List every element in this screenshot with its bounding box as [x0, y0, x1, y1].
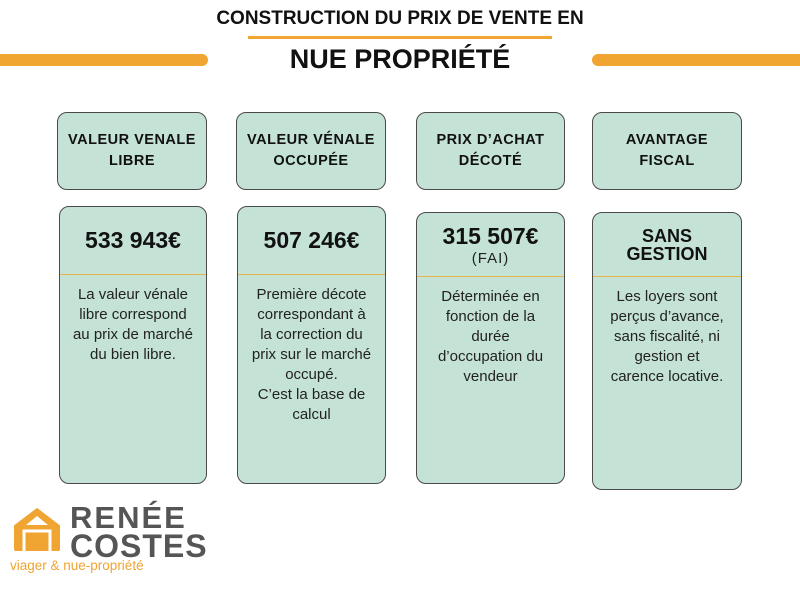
desc-line: perçus d’avance,	[610, 308, 724, 325]
heading-line: FISCAL	[639, 153, 695, 169]
desc-line: du bien libre.	[90, 346, 176, 363]
desc-line: Les loyers sont	[616, 288, 718, 305]
amount-qualifier: (FAI)	[471, 249, 510, 267]
desc-line: vendeur	[463, 368, 518, 385]
brand-logo	[8, 500, 208, 580]
heading-line: VALEUR VENALE	[68, 132, 196, 148]
title-line-2: NUE PROPRIÉTÉ	[289, 44, 511, 74]
card-valeur-venale-occupee	[237, 206, 386, 484]
desc-line: occupé.	[285, 366, 338, 383]
desc-line: au prix de marché	[72, 326, 194, 343]
card-amount-area	[593, 213, 741, 277]
desc-line: Déterminée en	[441, 288, 540, 305]
logo-tagline: viager & nue-propriété	[10, 558, 144, 573]
desc-line: d’occupation du	[437, 348, 544, 365]
amount: 533 943€	[85, 227, 181, 253]
card-valeur-venale-libre	[59, 206, 207, 484]
card-description	[60, 275, 206, 365]
heading-line: LIBRE	[108, 153, 155, 169]
desc-line: la correction du	[260, 326, 363, 343]
desc-line: Première décote	[256, 286, 367, 303]
decorative-bar-right	[592, 54, 800, 66]
heading-line: VALEUR VÉNALE	[247, 132, 375, 148]
card-description	[238, 275, 385, 425]
card-amount-area	[417, 213, 564, 277]
highlight-line: GESTION	[626, 243, 708, 264]
card-amount-area	[238, 207, 385, 275]
desc-line: calcul	[292, 406, 331, 423]
house-icon	[10, 503, 64, 553]
amount: 315 507€	[442, 222, 539, 249]
desc-line: sans fiscalité, ni	[614, 328, 720, 345]
heading-avantage-fiscal	[592, 112, 742, 190]
card-description	[593, 277, 741, 387]
desc-line: La valeur vénale	[77, 286, 189, 303]
desc-line: libre correspond	[79, 306, 187, 323]
card-avantage-fiscal	[592, 212, 742, 490]
heading-valeur-venale-occupee	[236, 112, 386, 190]
heading-valeur-venale-libre	[57, 112, 207, 190]
card-description	[417, 277, 564, 387]
desc-line: carence locative.	[610, 368, 724, 385]
logo-name-line-1: RENÉE	[70, 500, 187, 535]
heading-line: DÉCOTÉ	[458, 153, 523, 169]
card-amount-area	[60, 207, 206, 275]
desc-line: durée	[471, 328, 510, 345]
amount: 507 246€	[263, 227, 360, 253]
title-line-1: CONSTRUCTION DU PRIX DE VENTE EN	[216, 8, 584, 29]
heading-line: PRIX D’ACHAT	[436, 132, 545, 148]
logo-name-line-2: COSTES	[70, 528, 208, 564]
desc-line: gestion et	[634, 348, 700, 365]
desc-line: fonction de la	[445, 308, 536, 325]
heading-line: AVANTAGE	[625, 132, 709, 148]
desc-line: prix sur le marché	[251, 346, 372, 363]
highlight-line: SANS	[641, 225, 692, 246]
heading-line: OCCUPÉE	[273, 153, 349, 169]
desc-line: C’est la base de	[257, 386, 366, 403]
heading-prix-achat-decote	[416, 112, 565, 190]
card-prix-achat-decote	[416, 212, 565, 484]
desc-line: correspondant à	[257, 306, 366, 323]
title-underline	[248, 36, 552, 39]
